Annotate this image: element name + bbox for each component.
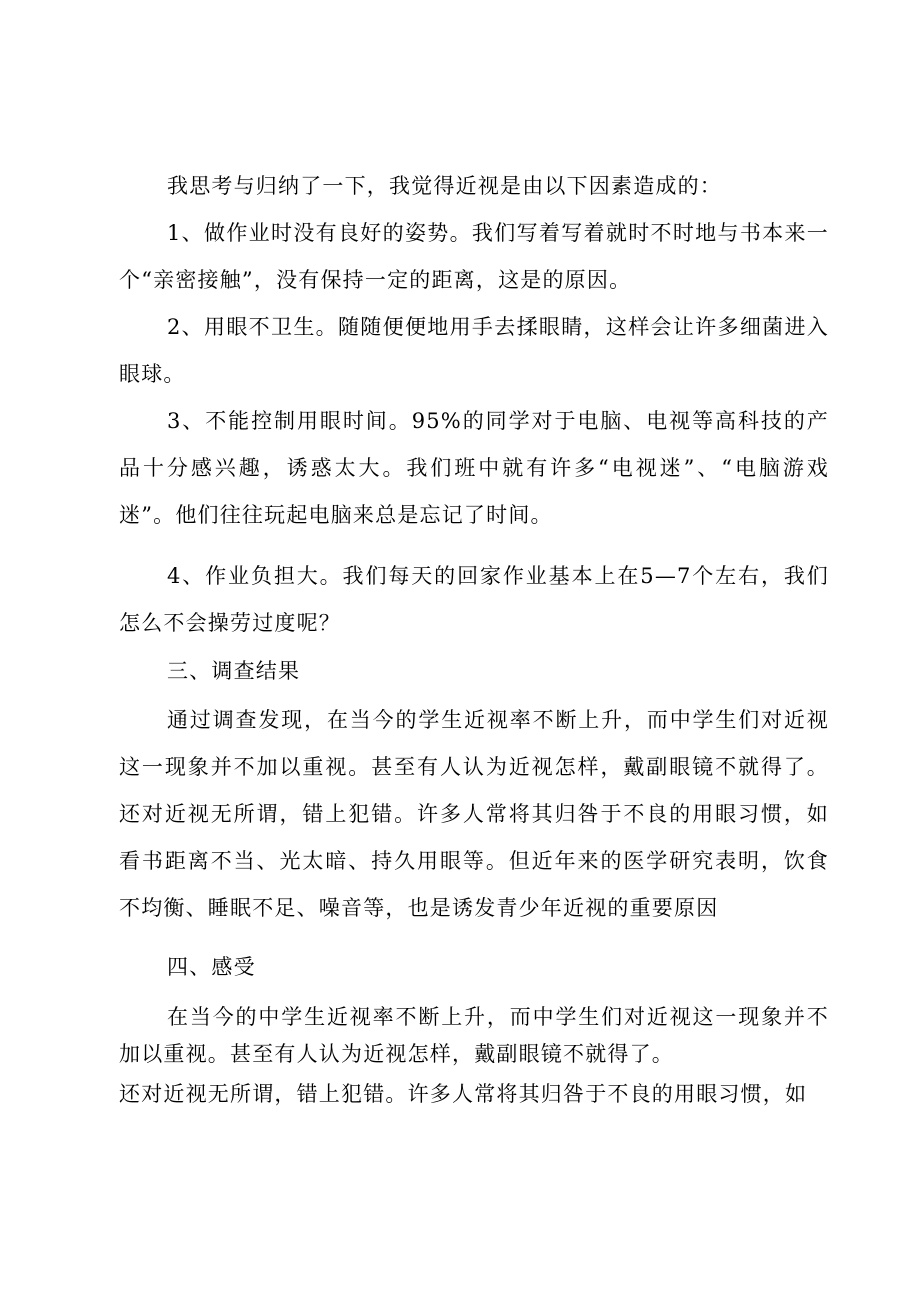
paragraph-cause-2: 2、用眼不卫生。随随便便地用手去揉眼睛，这样会让许多细菌进入眼球。 bbox=[119, 315, 829, 386]
section-heading-feelings: 四、感受 bbox=[167, 955, 256, 979]
paragraph-cause-4: 4、作业负担大。我们每天的回家作业基本上在5—7个左右，我们怎么不会操劳过度呢？ bbox=[119, 564, 829, 635]
paragraph-feelings: 在当今的中学生近视率不断上升，而中学生们对近视这一现象并不加以重视。甚至有人认为近视怎样，戴副眼镜不就得了。 bbox=[119, 1005, 829, 1066]
paragraph-intro: 我思考与归纳了一下，我觉得近视是由以下因素造成的： bbox=[167, 174, 722, 198]
section-heading-results: 三、调查结果 bbox=[167, 659, 301, 683]
paragraph-closing: 还对近视无所谓，错上犯错。许多人常将其归咎于不良的用眼习惯，如 bbox=[119, 1082, 808, 1106]
paragraph-cause-1: 1、做作业时没有良好的姿势。我们写着写着就时不时地与书本来一个“亲密接触”，没有保持一定的距离，这是的原因。 bbox=[119, 221, 829, 292]
paragraph-cause-3: 3、不能控制用眼时间。95%的同学对于电脑、电视等高科技的产品十分感兴趣，诱惑太大。我们班中就有许多“电视迷”、“电脑游戏迷”。他们往往玩起电脑来总是忘记了时间。 bbox=[119, 409, 829, 527]
paragraph-results: 通过调查发现，在当今的学生近视率不断上升，而中学生们对近视这一现象并不加以重视。甚至有人认为近视怎样，戴副眼镜不就得了。还对近视无所谓，错上犯错。许多人常将其归咎于不良的用眼习惯，如看书距离不当、光太暗、持久用眼等。但近年来的医学研究表明，饮食不均衡、睡眠不足、噪音等，也是诱发青少年近视的重要原因 bbox=[119, 708, 829, 920]
